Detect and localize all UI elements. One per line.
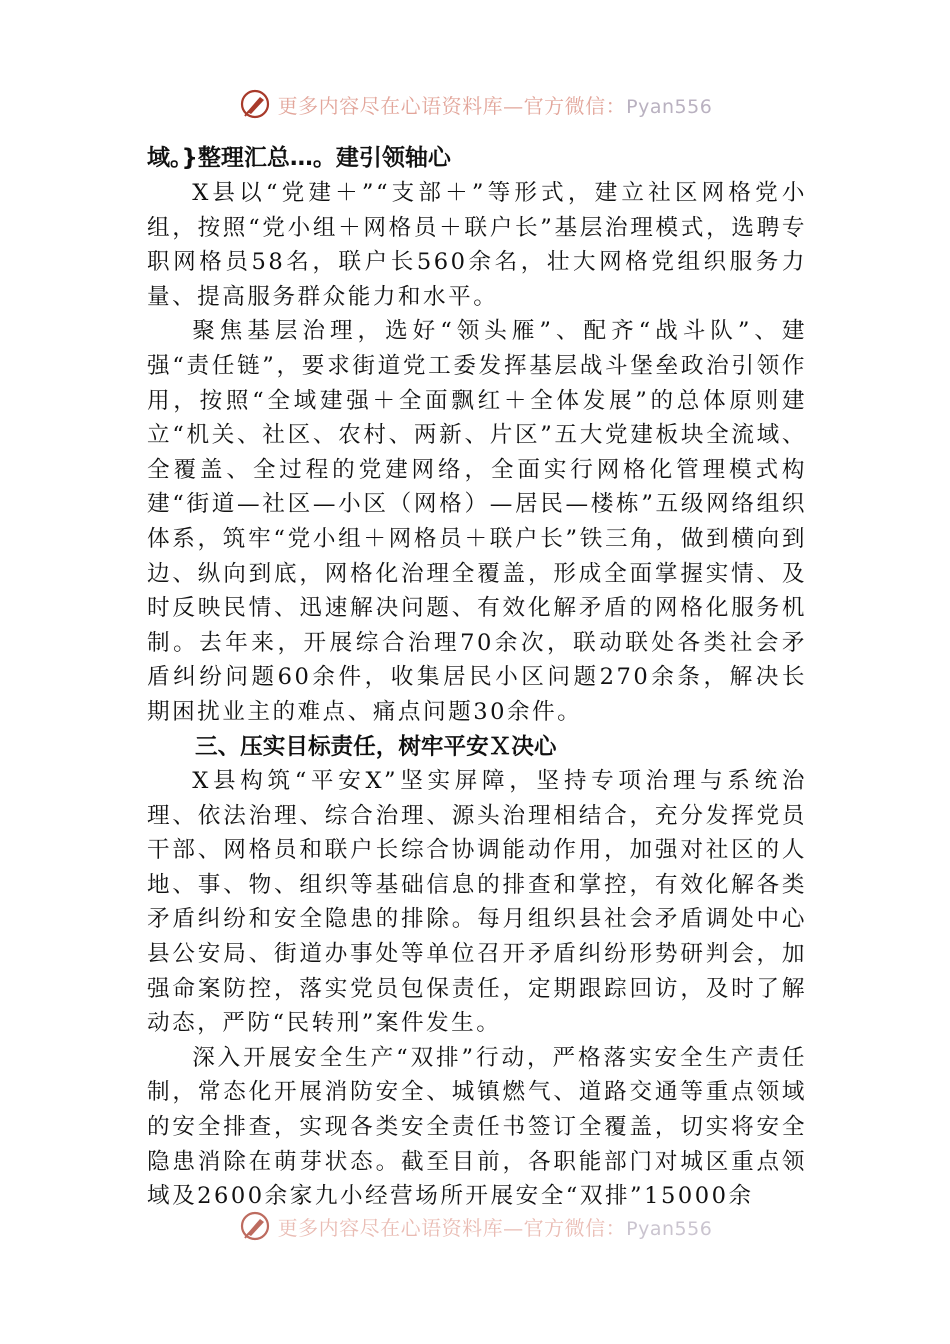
partial-heading: 域。}整理汇总…。建引领轴心 (147, 145, 451, 171)
watermark-text: 更多内容尽在心语资料库—官方微信： (277, 93, 627, 118)
pen-nib-logo-icon (238, 1209, 272, 1243)
watermark-text: 更多内容尽在心语资料库—官方微信： (277, 1215, 627, 1240)
paragraph: 聚焦基层治理，选好“领头雁”、配齐“战斗队”、建强“责任链”，要求街道党工委发挥基层战斗堡垒政治引领作用，按照“全域建强＋全面飘红＋全体发展”的总体原则建立“机关、社区、农村、两新、片区”五大党建板块全流域、全覆盖、全过程的党建网络，全面实行网格化管理模式构建“街道—社区—小区（网格）—居民—楼栋”五级网络组织体系，筑牢“党小组＋网格员＋联户长”铁三角，做到横向到边、纵向到底，网格化治理全覆盖，形成全面掌握实情、及时反映民情、迅速解决问题、有效化解矛盾的网格化服务机制。去年来，开展综合治理70余次，联动联处各类社会矛盾纠纷问题60余件，收集居民小区问题270余条，解决长期困扰业主的难点、痛点问题30余件。 (147, 318, 807, 725)
pen-nib-logo-icon (238, 87, 272, 121)
header-watermark (0, 84, 950, 124)
paragraph: X县以“党建＋”“支部＋”等形式，建立社区网格党小组，按照“党小组＋网格员＋联户长”基层治理模式，选聘专职网格员58名，联户长560余名，壮大网格党组织服务力量、提高服务群众能力和水平。 (147, 180, 807, 310)
footer-watermark (0, 1206, 950, 1246)
paragraph: X县构筑“平安X”坚实屏障，坚持专项治理与系统治理、依法治理、综合治理、源头治理相结合，充分发挥党员干部、网格员和联户长综合协调能动作用，加强对社区的人地、事、物、组织等基础信息的排查和掌控，有效化解各类矛盾纠纷和安全隐患的排除。每月组织县社会矛盾调处中心县公安局、街道办事处等单位召开矛盾纠纷形势研判会，加强命案防控，落实党员包保责任，定期跟踪回访，及时了解动态，严防“民转刑”案件发生。 (147, 768, 807, 1037)
paragraph: 深入开展安全生产“双排”行动，严格落实安全生产责任制，常态化开展消防安全、城镇燃气、道路交通等重点领域的安全排查，实现各类安全责任书签订全覆盖，切实将安全隐患消除在萌芽状态。截至目前，各职能部门对城区重点领域及2600余家九小经营场所开展安全“双排”15000余 (147, 1044, 807, 1210)
watermark-wechat-id: Pyan556 (626, 1217, 713, 1240)
section-heading: 三、压实目标责任，树牢平安Ｘ决心 (195, 733, 557, 760)
watermark-wechat-id: Pyan556 (626, 95, 713, 118)
document-body (147, 140, 807, 1214)
